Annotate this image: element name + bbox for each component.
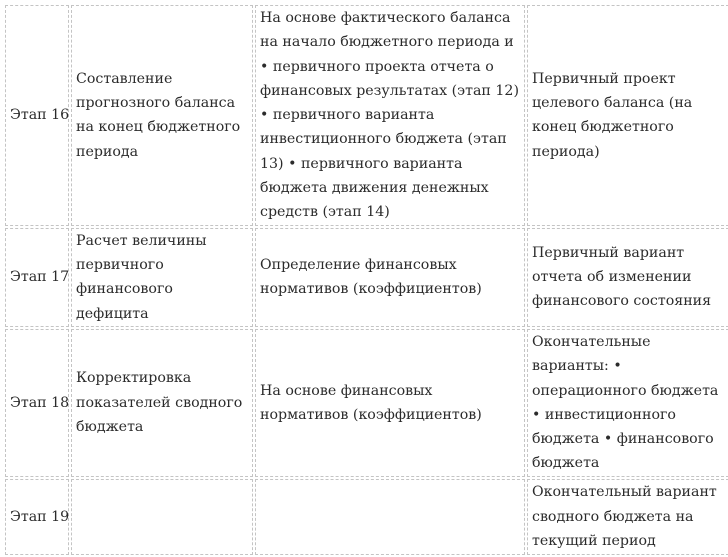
basis-cell: Определение финансовых нормативов (коэффициентов) (255, 228, 525, 327)
stage-cell: Этап 18 (5, 329, 69, 477)
action-cell: Составление прогнозного баланса на конец бюджетного периода (71, 5, 253, 226)
action-cell (71, 479, 253, 555)
table-row-stage-18 (5, 329, 728, 477)
table-row-stage-19 (5, 479, 728, 555)
basis-cell (255, 479, 525, 555)
basis-cell: На основе фактического баланса на начало бюджетного периода и • первичного проекта отчета о финансовых результатах (этап 12) • первичного варианта инвестиционного бюджета (этап 13) • первичного варианта бюджета движения денежных средств (этап 14) (255, 5, 525, 226)
table-row-stage-16 (5, 5, 728, 226)
action-cell: Расчет величины первичного финансового дефицита (71, 228, 253, 327)
result-cell: Окончательные варианты: • операционного бюджета • инвестиционного бюджета • финансового бюджета (527, 329, 728, 477)
basis-cell: На основе финансовых нормативов (коэффициентов) (255, 329, 525, 477)
result-cell: Первичный проект целевого баланса (на конец бюджетного периода) (527, 5, 728, 226)
table-row-stage-17 (5, 228, 728, 327)
stage-cell: Этап 16 (5, 5, 69, 226)
stage-cell: Этап 17 (5, 228, 69, 327)
budget-stages-table (3, 3, 728, 557)
result-cell: Окончательный вариант сводного бюджета на текущий период (527, 479, 728, 555)
action-cell: Корректировка показателей сводного бюджета (71, 329, 253, 477)
stage-cell: Этап 19 (5, 479, 69, 555)
result-cell: Первичный вариант отчета об изменении финансового состояния (527, 228, 728, 327)
